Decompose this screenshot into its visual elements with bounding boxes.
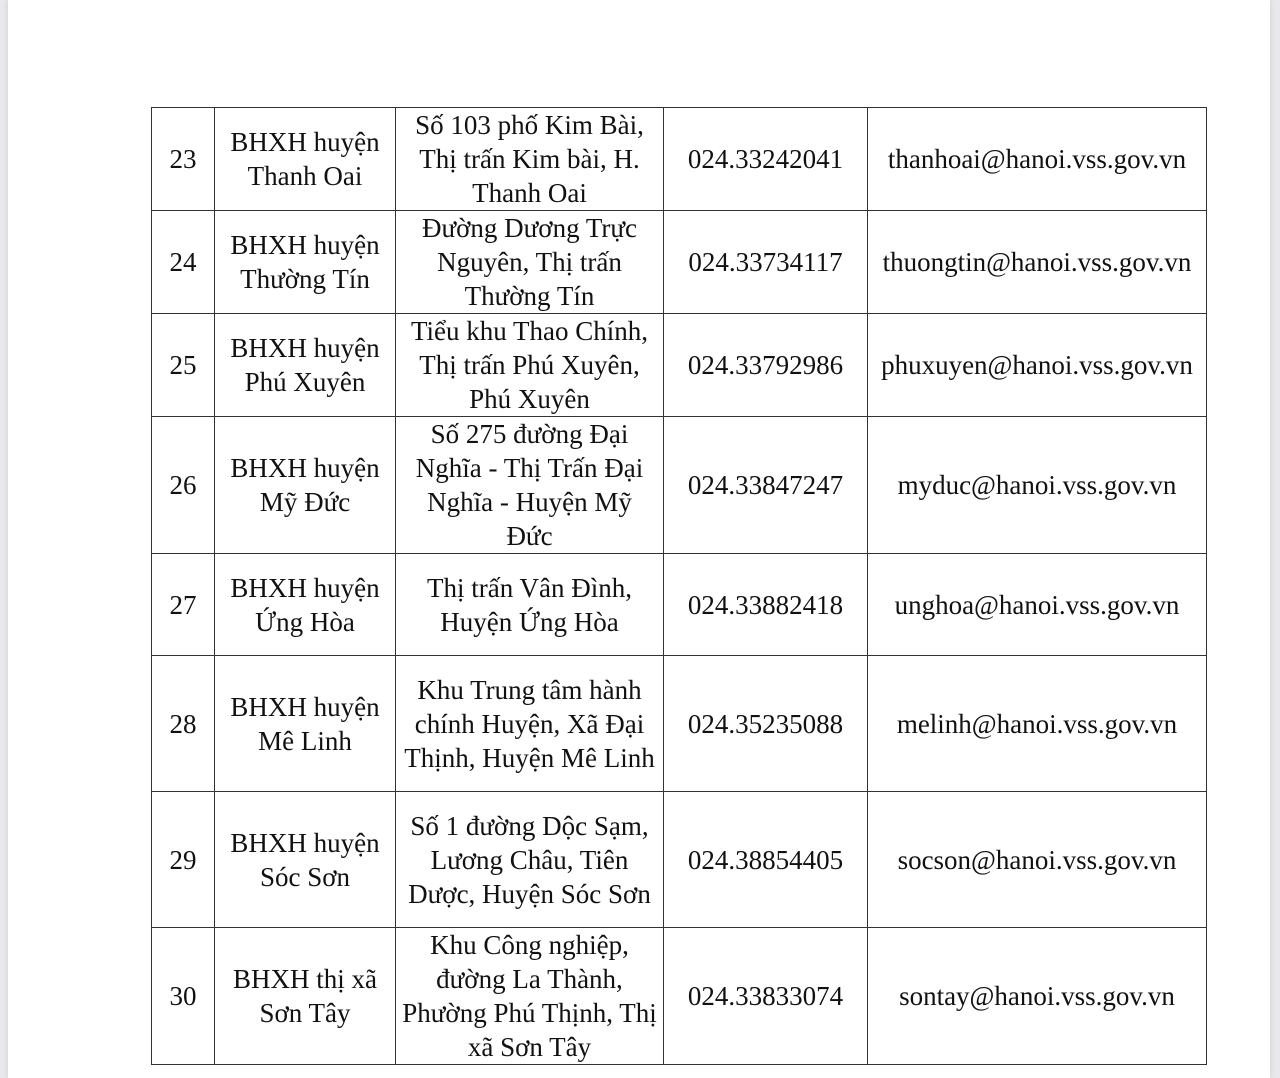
phone-number: 024.33833074 <box>664 928 868 1065</box>
email-address: thanhoai@hanoi.vss.gov.vn <box>868 108 1207 211</box>
row-number: 28 <box>152 656 215 792</box>
unit-name: BHXH huyện Mê Linh <box>215 656 396 792</box>
unit-name: BHXH huyện Mỹ Đức <box>215 417 396 554</box>
table-row <box>152 656 1207 792</box>
row-number: 29 <box>152 792 215 928</box>
unit-name: BHXH huyện Thanh Oai <box>215 108 396 211</box>
unit-name: BHXH huyện Sóc Sơn <box>215 792 396 928</box>
row-number: 26 <box>152 417 215 554</box>
phone-number: 024.33792986 <box>664 314 868 417</box>
phone-number: 024.33734117 <box>664 211 868 314</box>
phone-number: 024.33847247 <box>664 417 868 554</box>
row-number: 27 <box>152 554 215 656</box>
address: Khu Công nghiệp, đường La Thành, Phường Phú Thịnh, Thị xã Sơn Tây <box>396 928 664 1065</box>
table-row <box>152 928 1207 1065</box>
table-row <box>152 792 1207 928</box>
unit-name: BHXH thị xã Sơn Tây <box>215 928 396 1065</box>
table-row <box>152 314 1207 417</box>
row-number: 23 <box>152 108 215 211</box>
address: Số 1 đường Dộc Sạm, Lương Châu, Tiên Dược, Huyện Sóc Sơn <box>396 792 664 928</box>
table-row <box>152 417 1207 554</box>
table-row <box>152 211 1207 314</box>
phone-number: 024.33242041 <box>664 108 868 211</box>
unit-name: BHXH huyện Phú Xuyên <box>215 314 396 417</box>
email-address: myduc@hanoi.vss.gov.vn <box>868 417 1207 554</box>
phone-number: 024.35235088 <box>664 656 868 792</box>
table-row <box>152 108 1207 211</box>
document-page <box>8 0 1270 1078</box>
address: Số 275 đường Đại Nghĩa - Thị Trấn Đại Nghĩa - Huyện Mỹ Đức <box>396 417 664 554</box>
row-number: 25 <box>152 314 215 417</box>
unit-name: BHXH huyện Thường Tín <box>215 211 396 314</box>
address: Đường Dương Trực Nguyên, Thị trấn Thường Tín <box>396 211 664 314</box>
address: Số 103 phố Kim Bài, Thị trấn Kim bài, H. Thanh Oai <box>396 108 664 211</box>
address: Thị trấn Vân Đình, Huyện Ứng Hòa <box>396 554 664 656</box>
table-row <box>152 554 1207 656</box>
row-number: 24 <box>152 211 215 314</box>
address: Tiểu khu Thao Chính, Thị trấn Phú Xuyên, Phú Xuyên <box>396 314 664 417</box>
address: Khu Trung tâm hành chính Huyện, Xã Đại Thịnh, Huyện Mê Linh <box>396 656 664 792</box>
email-address: socson@hanoi.vss.gov.vn <box>868 792 1207 928</box>
unit-name: BHXH huyện Ứng Hòa <box>215 554 396 656</box>
email-address: sontay@hanoi.vss.gov.vn <box>868 928 1207 1065</box>
email-address: thuongtin@hanoi.vss.gov.vn <box>868 211 1207 314</box>
email-address: phuxuyen@hanoi.vss.gov.vn <box>868 314 1207 417</box>
contact-table <box>151 107 1207 1065</box>
email-address: melinh@hanoi.vss.gov.vn <box>868 656 1207 792</box>
phone-number: 024.38854405 <box>664 792 868 928</box>
phone-number: 024.33882418 <box>664 554 868 656</box>
row-number: 30 <box>152 928 215 1065</box>
email-address: unghoa@hanoi.vss.gov.vn <box>868 554 1207 656</box>
